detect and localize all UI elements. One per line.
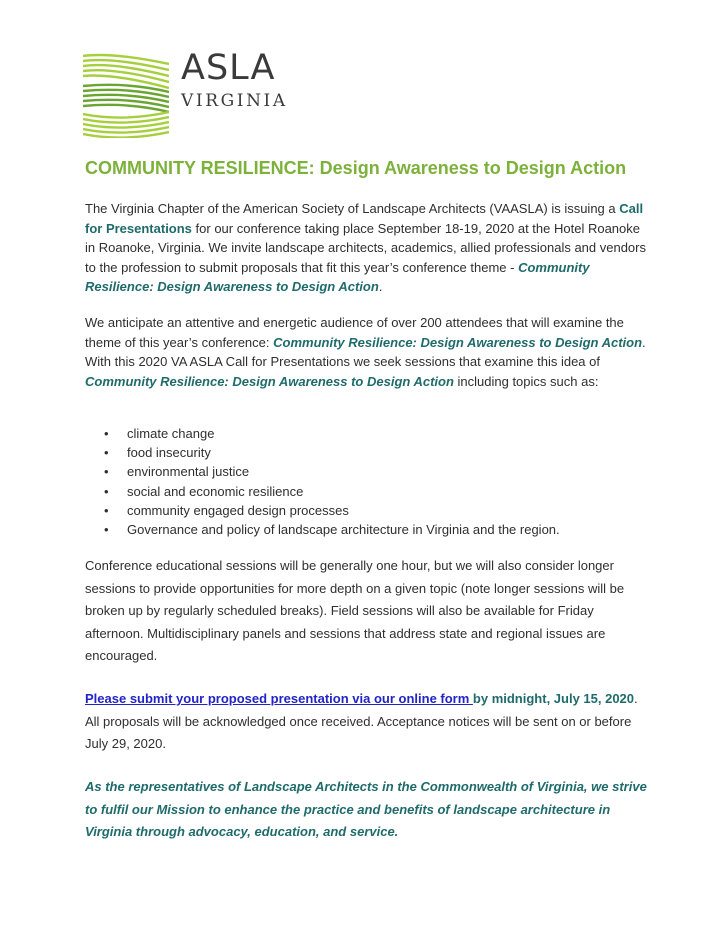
bullet-icon: • [104,502,109,518]
intro-text-c: . [378,279,383,295]
list-item [85,501,665,520]
bullet-icon: • [104,522,109,538]
conference-theme-text: Community Resilience: Design Awareness to Design Action [85,259,590,295]
topic-text: social and economic resilience [127,483,304,499]
list-item [85,520,665,539]
conference-theme-text: Community Resilience: Design Awareness to Design Action [85,373,454,389]
topic-text: community engaged design processes [127,502,349,518]
list-item [85,462,665,481]
online-form-link[interactable]: Please submit your proposed presentation via our online form [85,691,473,706]
list-item [85,482,665,501]
submission-paragraph [85,688,650,756]
logo-asla-text: ASLA [181,48,276,88]
intro-text-a: The Virginia Chapter of the American Society of Landscape Architects (VAASLA) is issuing a [85,201,620,216]
topic-text: Governance and policy of landscape architecture in Virginia and the region. [127,522,560,538]
asla-virginia-logo [83,48,303,138]
bullet-icon: • [104,464,109,480]
intro-text-b: for our conference taking place September 18-19, 2020 at the Hotel Roanoke in Roanoke, Virginia. We invite landscape architects, academics, allied professionals and vendors to the profession to submit proposals that fit this year’s conference theme - [85,220,646,275]
audience-text-b: . With this 2020 VA ASLA Call for Presentations we seek sessions that examine this idea of [85,334,646,370]
topic-text: food insecurity [127,445,211,461]
topic-text: climate change [127,426,215,441]
sessions-paragraph: Conference educational sessions will be generally one hour, but we will also consider longer sessions to provide opportunities for more depth on a given topic (note longer sessions will be broken up by regularly scheduled breaks). Field sessions will also be available for Friday afternoon. Multidisciplinary panels and sessions that address state and regional issues are encouraged. [85,558,625,663]
logo-virginia-text: VIRGINIA [181,91,288,111]
mission-statement: As the representatives of Landscape Architects in the Commonwealth of Virginia, we strive to fulfil our Mission to enhance the practice and benefits of landscape architecture in Virginia through advocacy, education, and service. [85,779,647,839]
deadline-text: by midnight, July 15, 2020 [472,691,635,706]
submission-text-rest: . All proposals will be acknowledged once received. Acceptance notices will be sent on or before July 29, 2020. [85,691,638,751]
list-item [85,443,665,462]
call-for-presentations-label: Call for Presentations [85,201,644,236]
bullet-icon: • [104,445,109,461]
intro-paragraph [85,199,650,297]
topics-list [85,424,665,539]
audience-text-c: including topics such as: [453,373,599,389]
audience-paragraph [85,313,650,391]
audience-text-a: We anticipate an attentive and energetic audience of over 200 attendees that will examine the theme of this year’s conference: [85,315,624,350]
conference-theme-text: Community Resilience: Design Awareness to Design Action [273,334,643,350]
list-item [85,424,665,443]
landscape-lines-logo-icon [83,52,169,138]
page-title: COMMUNITY RESILIENCE: Design Awareness to Design Action [85,158,627,178]
bullet-icon: • [104,426,109,441]
bullet-icon: • [104,483,109,499]
topic-text: environmental justice [127,464,250,480]
